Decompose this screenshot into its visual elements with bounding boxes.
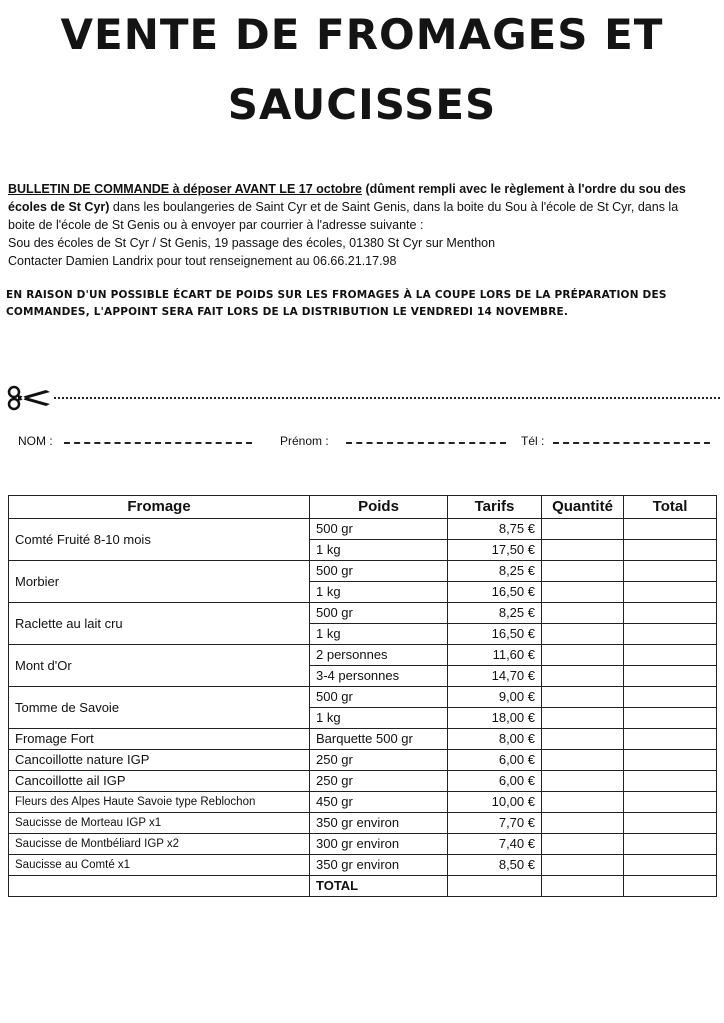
quantity-cell[interactable] bbox=[542, 666, 624, 687]
product-weight: 250 gr bbox=[310, 771, 448, 792]
quantity-cell[interactable] bbox=[542, 561, 624, 582]
table-row bbox=[9, 603, 717, 624]
product-price: 14,70 € bbox=[448, 666, 542, 687]
prenom-field[interactable] bbox=[346, 442, 506, 444]
line-total-cell[interactable] bbox=[624, 771, 717, 792]
line-total-cell[interactable] bbox=[624, 687, 717, 708]
table-row bbox=[9, 834, 717, 855]
product-weight: 250 gr bbox=[310, 750, 448, 771]
product-name: Comté Fruité 8-10 mois bbox=[9, 519, 310, 561]
product-name: Raclette au lait cru bbox=[9, 603, 310, 645]
header-fromage: Fromage bbox=[9, 496, 310, 519]
table-row bbox=[9, 813, 717, 834]
product-name: Tomme de Savoie bbox=[9, 687, 310, 729]
order-table bbox=[8, 495, 717, 897]
scissors-icon bbox=[6, 399, 52, 416]
quantity-cell[interactable] bbox=[542, 813, 624, 834]
quantity-cell[interactable] bbox=[542, 645, 624, 666]
product-weight: 500 gr bbox=[310, 519, 448, 540]
product-name: Morbier bbox=[9, 561, 310, 603]
table-header-row bbox=[9, 496, 717, 519]
quantity-cell[interactable] bbox=[542, 519, 624, 540]
table-row bbox=[9, 792, 717, 813]
product-price: 6,00 € bbox=[448, 771, 542, 792]
line-total-cell[interactable] bbox=[624, 750, 717, 771]
product-name: Saucisse au Comté x1 bbox=[9, 855, 310, 876]
table-row bbox=[9, 645, 717, 666]
product-weight: 350 gr environ bbox=[310, 855, 448, 876]
product-name: Cancoillotte nature IGP bbox=[9, 750, 310, 771]
header-total: Total bbox=[624, 496, 717, 519]
line-total-cell[interactable] bbox=[624, 855, 717, 876]
quantity-cell[interactable] bbox=[542, 603, 624, 624]
product-name: Fleurs des Alpes Haute Savoie type Reblochon bbox=[9, 792, 310, 813]
product-price: 7,70 € bbox=[448, 813, 542, 834]
table-row bbox=[9, 519, 717, 540]
line-total-cell[interactable] bbox=[624, 666, 717, 687]
line-total-cell[interactable] bbox=[624, 540, 717, 561]
product-name: Saucisse de Morteau IGP x1 bbox=[9, 813, 310, 834]
product-weight: 1 kg bbox=[310, 624, 448, 645]
quantity-cell[interactable] bbox=[542, 834, 624, 855]
order-deadline: BULLETIN DE COMMANDE à déposer AVANT LE 17 octobre bbox=[8, 182, 362, 196]
product-weight: 300 gr environ bbox=[310, 834, 448, 855]
product-price: 8,00 € bbox=[448, 729, 542, 750]
product-name: Saucisse de Montbéliard IGP x2 bbox=[9, 834, 310, 855]
quantity-cell[interactable] bbox=[542, 582, 624, 603]
product-price: 7,40 € bbox=[448, 834, 542, 855]
order-instructions bbox=[8, 180, 708, 270]
payment-note: (dûment rempli avec le règlement à l'ordre du sou des écoles de St Cyr) bbox=[8, 182, 686, 214]
product-price: 18,00 € bbox=[448, 708, 542, 729]
product-name: Mont d'Or bbox=[9, 645, 310, 687]
product-price: 8,25 € bbox=[448, 603, 542, 624]
total-row-tarif-cell bbox=[448, 876, 542, 897]
quantity-cell[interactable] bbox=[542, 750, 624, 771]
product-weight: 500 gr bbox=[310, 687, 448, 708]
quantity-cell[interactable] bbox=[542, 855, 624, 876]
total-label: TOTAL bbox=[310, 876, 448, 897]
product-weight: 2 personnes bbox=[310, 645, 448, 666]
line-total-cell[interactable] bbox=[624, 645, 717, 666]
product-price: 8,75 € bbox=[448, 519, 542, 540]
line-total-cell[interactable] bbox=[624, 813, 717, 834]
page-title-line-2: SAUCISSES bbox=[227, 80, 497, 129]
nom-label: NOM : bbox=[18, 434, 53, 448]
prenom-label: Prénom : bbox=[280, 434, 329, 448]
line-total-cell[interactable] bbox=[624, 729, 717, 750]
product-weight: 500 gr bbox=[310, 603, 448, 624]
weight-warning: EN RAISON D'UN POSSIBLE ÉCART DE POIDS SUR LES FROMAGES À LA COUPE LORS DE LA PRÉPARATION DES COMMANDES, L'APPOINT SERA FAIT LORS DE LA DISTRIBUTION LE VENDREDI 14 NOVEMBRE. bbox=[6, 289, 667, 318]
grand-total-cell[interactable] bbox=[624, 876, 717, 897]
tel-field[interactable] bbox=[553, 442, 710, 444]
product-weight: 1 kg bbox=[310, 708, 448, 729]
cut-line bbox=[6, 384, 720, 412]
line-total-cell[interactable] bbox=[624, 561, 717, 582]
product-price: 9,00 € bbox=[448, 687, 542, 708]
nom-field[interactable] bbox=[64, 442, 252, 444]
quantity-cell[interactable] bbox=[542, 687, 624, 708]
product-price: 17,50 € bbox=[448, 540, 542, 561]
product-name: Fromage Fort bbox=[9, 729, 310, 750]
customer-fields bbox=[0, 432, 724, 456]
quantity-cell[interactable] bbox=[542, 708, 624, 729]
total-row-quantity-cell[interactable] bbox=[542, 876, 624, 897]
table-row bbox=[9, 855, 717, 876]
header-poids: Poids bbox=[310, 496, 448, 519]
product-weight: 3-4 personnes bbox=[310, 666, 448, 687]
product-price: 8,50 € bbox=[448, 855, 542, 876]
quantity-cell[interactable] bbox=[542, 729, 624, 750]
product-weight: 1 kg bbox=[310, 540, 448, 561]
product-price: 16,50 € bbox=[448, 582, 542, 603]
product-price: 10,00 € bbox=[448, 792, 542, 813]
dotted-cut-line bbox=[54, 397, 720, 399]
contact-info: Contacter Damien Landrix pour tout renseignement au 06.66.21.17.98 bbox=[8, 254, 397, 268]
header-quantite: Quantité bbox=[542, 496, 624, 519]
product-price: 8,25 € bbox=[448, 561, 542, 582]
product-weight: 450 gr bbox=[310, 792, 448, 813]
product-price: 6,00 € bbox=[448, 750, 542, 771]
dropoff-locations: dans les boulangeries de Saint Cyr et de Saint Genis, dans la boite du Sou à l'école de St Cyr, dans la boite de l'école de St Genis ou à envoyer par courrier à l'adresse suivante : bbox=[8, 200, 679, 232]
line-total-cell[interactable] bbox=[624, 519, 717, 540]
line-total-cell[interactable] bbox=[624, 708, 717, 729]
line-total-cell[interactable] bbox=[624, 624, 717, 645]
quantity-cell[interactable] bbox=[542, 624, 624, 645]
product-name: Cancoillotte ail IGP bbox=[9, 771, 310, 792]
tel-label: Tél : bbox=[521, 434, 545, 448]
quantity-cell[interactable] bbox=[542, 792, 624, 813]
table-row bbox=[9, 687, 717, 708]
line-total-cell[interactable] bbox=[624, 582, 717, 603]
table-row bbox=[9, 750, 717, 771]
line-total-cell[interactable] bbox=[624, 834, 717, 855]
line-total-cell[interactable] bbox=[624, 603, 717, 624]
postal-address: Sou des écoles de St Cyr / St Genis, 19 passage des écoles, 01380 St Cyr sur Menthon bbox=[8, 236, 496, 250]
table-row bbox=[9, 729, 717, 750]
product-price: 16,50 € bbox=[448, 624, 542, 645]
table-row bbox=[9, 771, 717, 792]
line-total-cell[interactable] bbox=[624, 792, 717, 813]
total-row bbox=[9, 876, 717, 897]
header-tarifs: Tarifs bbox=[448, 496, 542, 519]
product-weight: 500 gr bbox=[310, 561, 448, 582]
quantity-cell[interactable] bbox=[542, 771, 624, 792]
product-weight: Barquette 500 gr bbox=[310, 729, 448, 750]
product-weight: 1 kg bbox=[310, 582, 448, 603]
product-weight: 350 gr environ bbox=[310, 813, 448, 834]
table-row bbox=[9, 561, 717, 582]
page-title-line-1: VENTE DE FROMAGES ET bbox=[60, 10, 664, 59]
total-row-empty-cell bbox=[9, 876, 310, 897]
product-price: 11,60 € bbox=[448, 645, 542, 666]
quantity-cell[interactable] bbox=[542, 540, 624, 561]
